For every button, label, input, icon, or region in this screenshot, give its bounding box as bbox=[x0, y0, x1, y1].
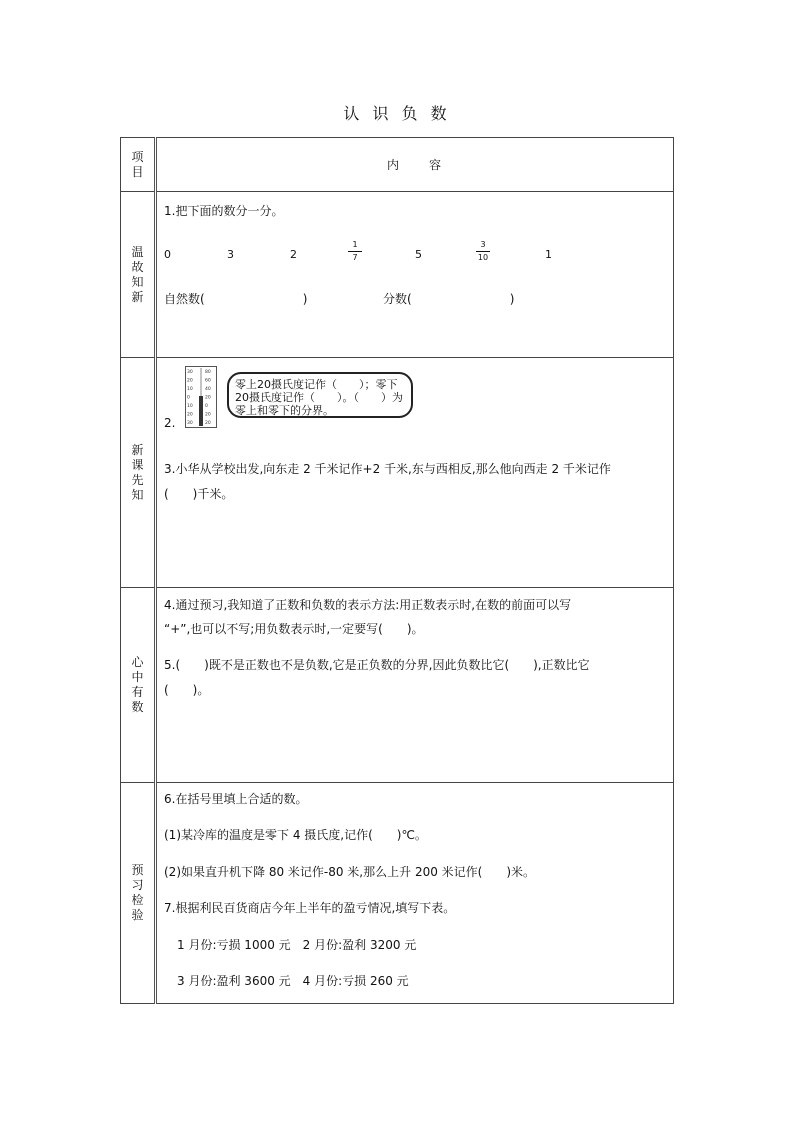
section-review bbox=[121, 192, 674, 358]
number-item: 3 bbox=[227, 248, 234, 261]
fractions-blank: 分数( ) bbox=[383, 292, 515, 306]
header-row bbox=[121, 138, 674, 192]
section-label-summary: 心 中 有 数 bbox=[121, 588, 156, 783]
section-summary bbox=[121, 588, 674, 783]
question-3-line1: 3.小华从学校出发,向东走 2 千米记作+2 千米,东与西相反,那么他向西走 2 千米记作 bbox=[164, 462, 611, 476]
question-7-data-line2: 3 月份:盈利 3600 元 4 月份:亏损 260 元 bbox=[177, 974, 409, 988]
temperature-speech-bubble: 零上20摄氏度记作（ ）；零下 20摄氏度记作（ ）。（ ）为 零上和零下的分界。 bbox=[227, 372, 413, 418]
section-preview bbox=[121, 358, 674, 588]
thermometer-scale-left: 30 bbox=[187, 421, 193, 426]
section-label-review: 温 故 知 新 bbox=[121, 192, 156, 358]
question-6-2: (2)如果直升机下降 80 米记作-80 米,那么上升 200 米记作( )米。 bbox=[164, 865, 536, 879]
thermometer-scale-right: 20 bbox=[205, 412, 211, 418]
thermometer-icon bbox=[185, 366, 217, 428]
section-content-preview bbox=[156, 358, 674, 588]
number-item: 2 bbox=[290, 248, 297, 261]
thermometer-scale-left: 10 bbox=[187, 387, 193, 392]
thermometer-scale-left: 30 bbox=[187, 370, 193, 375]
natural-numbers-blank: 自然数( ) bbox=[164, 292, 308, 306]
header-item-cell bbox=[121, 138, 156, 192]
thermometer-scale-right: 60 bbox=[205, 378, 211, 384]
question-6-1: (1)某冷库的温度是零下 4 摄氏度,记作( )℃。 bbox=[164, 828, 427, 842]
page-title: 认 识 负 数 bbox=[343, 104, 451, 123]
question-7: 7.根据利民百货商店今年上半年的盈亏情况,填写下表。 bbox=[164, 901, 456, 915]
thermometer-scale-left: 10 bbox=[187, 404, 193, 409]
question-3-line2: ( )千米。 bbox=[164, 487, 234, 501]
section-content-check bbox=[156, 783, 674, 1004]
thermometer-scale-right: 0 bbox=[205, 404, 208, 409]
thermometer-scale-left: 20 bbox=[187, 378, 193, 384]
question-5-line2: ( )。 bbox=[164, 683, 210, 697]
fraction-1-7: 1 7 bbox=[348, 240, 362, 263]
worksheet-table bbox=[120, 137, 674, 1004]
section-label-check: 预 习 检 验 bbox=[121, 783, 156, 1004]
thermometer-scale-right: 20 bbox=[205, 421, 211, 426]
section-label-preview: 新 课 先 知 bbox=[121, 358, 156, 588]
thermometer-scale-left: 20 bbox=[187, 412, 193, 418]
thermometer-scale-right: 40 bbox=[205, 387, 211, 392]
question-6: 6.在括号里填上合适的数。 bbox=[164, 792, 308, 806]
thermometer-scale-left: 0 bbox=[187, 395, 190, 401]
question-5-line1: 5.( )既不是正数也不是负数,它是正负数的分界,因此负数比它( ),正数比它 bbox=[164, 658, 590, 672]
section-content-summary bbox=[156, 588, 674, 783]
question-1: 1.把下面的数分一分。 bbox=[164, 204, 284, 218]
question-4-line1: 4.通过预习,我知道了正数和负数的表示方法:用正数表示时,在数的前面可以写 bbox=[164, 598, 572, 612]
number-item: 0 bbox=[164, 248, 171, 261]
number-item: 5 bbox=[415, 248, 422, 261]
section-content-review bbox=[156, 192, 674, 358]
question-4-line2: “+”,也可以不写;用负数表示时,一定要写( )。 bbox=[164, 622, 424, 636]
number-item: 1 bbox=[545, 248, 552, 261]
header-item-label: 项 目 bbox=[131, 149, 144, 179]
fraction-3-10: 3 10 bbox=[477, 240, 489, 262]
thermometer-scale-right: 20 bbox=[205, 395, 211, 401]
section-check bbox=[121, 783, 674, 1004]
question-7-data-line1: 1 月份:亏损 1000 元 2 月份:盈利 3200 元 bbox=[177, 938, 417, 952]
thermometer-scale-right: 80 bbox=[205, 370, 211, 375]
header-content-label: 内 容 bbox=[156, 138, 674, 192]
question-2-number: 2. bbox=[164, 416, 176, 430]
